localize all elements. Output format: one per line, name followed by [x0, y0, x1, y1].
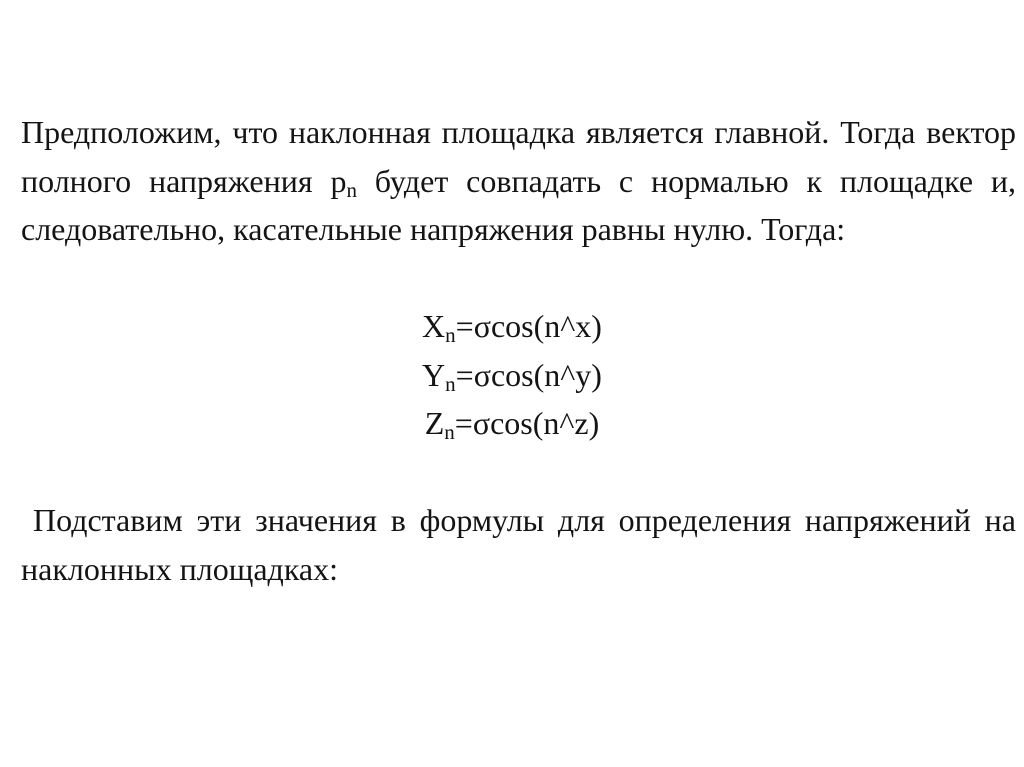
intro-text-end: будет совпадать с нормалью к площадке и, следовательно, касательные напряжения равны нулю. Тогда:: [21, 162, 1017, 247]
formula-variable: Y: [422, 356, 446, 393]
intro-paragraph: [21, 108, 1016, 254]
intro-text-start: Предположим, что наклонная площадка является главной. Тогда вектор полного напряжения p: [21, 114, 1016, 199]
substitution-text: Подставим эти значения в формулы для определения напряжений на наклонных площадках:: [21, 502, 1016, 587]
formula-rhs: =σcos(n^z): [454, 405, 600, 441]
formula-xn: [0, 302, 1024, 351]
formula-variable: X: [422, 308, 446, 344]
formula-zn: [0, 399, 1024, 448]
formula-subscript: n: [444, 420, 455, 444]
substitution-paragraph: [21, 496, 1016, 593]
formula-rhs: =σcos(n^y): [455, 356, 602, 393]
formula-block: [0, 302, 1024, 448]
formula-subscript: n: [445, 323, 456, 347]
intro-subscript: n: [346, 177, 357, 202]
formula-subscript: n: [445, 371, 456, 396]
formula-variable: Z: [424, 405, 445, 441]
formula-rhs: =σcos(n^x): [455, 308, 602, 344]
formula-yn: [0, 351, 1024, 400]
